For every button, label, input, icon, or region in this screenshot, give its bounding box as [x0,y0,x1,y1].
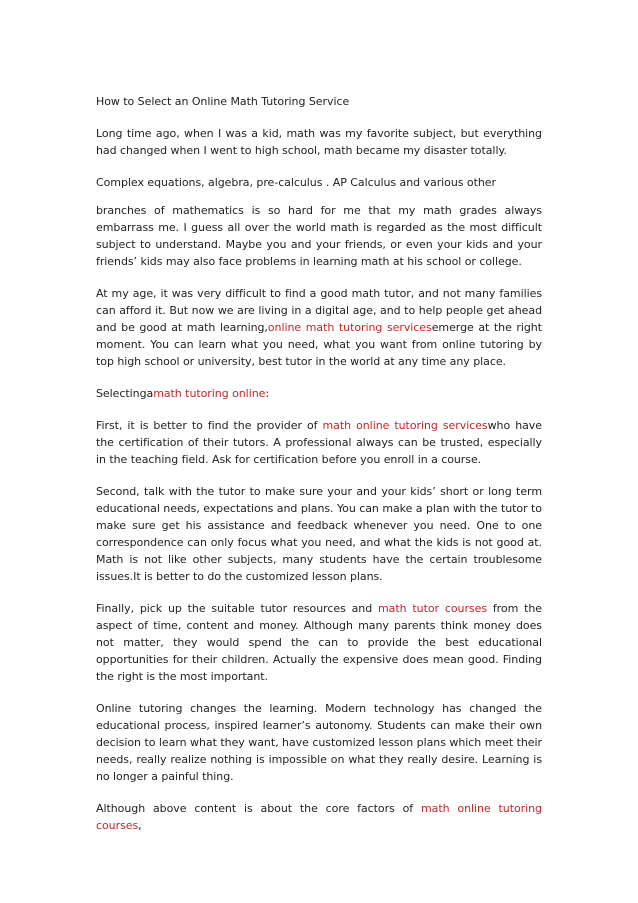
link-online-math-tutoring-services[interactable]: online math tutoring services [267,321,432,334]
paragraph-4-text-after: emerge at the right moment. You can learn what you need, what you want from online tutoring by top high school or university, best tutor in the world at any time any place. [96,321,542,368]
paragraph-10-text-after: , [138,819,142,832]
link-math-tutoring-online[interactable]: math tutoring online [153,387,266,400]
paragraph-10-text-before: Although above content is about the core factors of [96,802,421,815]
paragraph-5-text-before: Selectinga [96,387,154,400]
link-math-online-tutoring-services[interactable]: math online tutoring services [322,419,488,432]
paragraph-3: branches of mathematics is so hard for me that my math grades always embarrass me. I guess all over the world math is regarded as the most difficult subject to understand. Maybe you and your friends, or even your kids and your friends’ kids may also face problems in learning math at his school or college. [96,204,542,268]
paragraph-4-text-before: At my age, it was very difficult to find a good math tutor, and not many families can afford it. But now we are living in a digital age, and to help people get ahead and be good at math learning, [96,287,542,334]
paragraph-8 [96,600,542,685]
document-title: How to Select an Online Math Tutoring Service [96,95,350,108]
paragraph-4 [96,285,542,370]
paragraph-6-text-after: who have the certification of their tutors. A professional always can be trusted, especially in the teaching field. Ask for certification before you enroll in a course. [96,419,542,466]
paragraph-9: Online tutoring changes the learning. Modern technology has changed the educational process, inspired learner’s autonomy. Students can make their own decision to learn what they want, have customized lesson plans which meet their needs, really realize nothing is impossible on what they really desire. Learning is no longer a painful thing. [96,702,542,783]
paragraph-7: Second, talk with the tutor to make sure your and your kids’ short or long term educational needs, expectations and plans. You can make a plan with the tutor to make sure get his assistance and feedback whenever you need. One to one correspondence can only focus what you need, and what the kids is not good at. Math is not like other subjects, many students have the certain troublesome issues.It is better to do the customized lesson plans. [96,485,542,583]
paragraph-8-text-before: Finally, pick up the suitable tutor resources and [96,602,379,615]
paragraph-5 [96,385,542,402]
document-page [96,93,542,849]
paragraph-8-text-after: from the aspect of time, content and money. Although many parents think money does not matter, they would spend the can to provide the best educational opportunities for their children. Actually the expensive does mean good. Finding the right is the most important. [96,602,542,683]
paragraph-6-text-before: First, it is better to find the provider of [96,419,323,432]
paragraph-10 [96,800,542,834]
link-math-online-tutoring-courses[interactable]: math online tutoring courses [96,802,542,832]
paragraph-1: Long time ago, when I was a kid, math was my favorite subject, but everything had changed when I went to high school, math became my disaster totally. [96,127,542,157]
paragraph-2: Complex equations, algebra, pre-calculus . AP Calculus and various other [96,176,496,189]
paragraph-6 [96,417,542,468]
paragraph-5-text-after: : [265,387,269,400]
link-math-tutor-courses[interactable]: math tutor courses [378,602,487,615]
